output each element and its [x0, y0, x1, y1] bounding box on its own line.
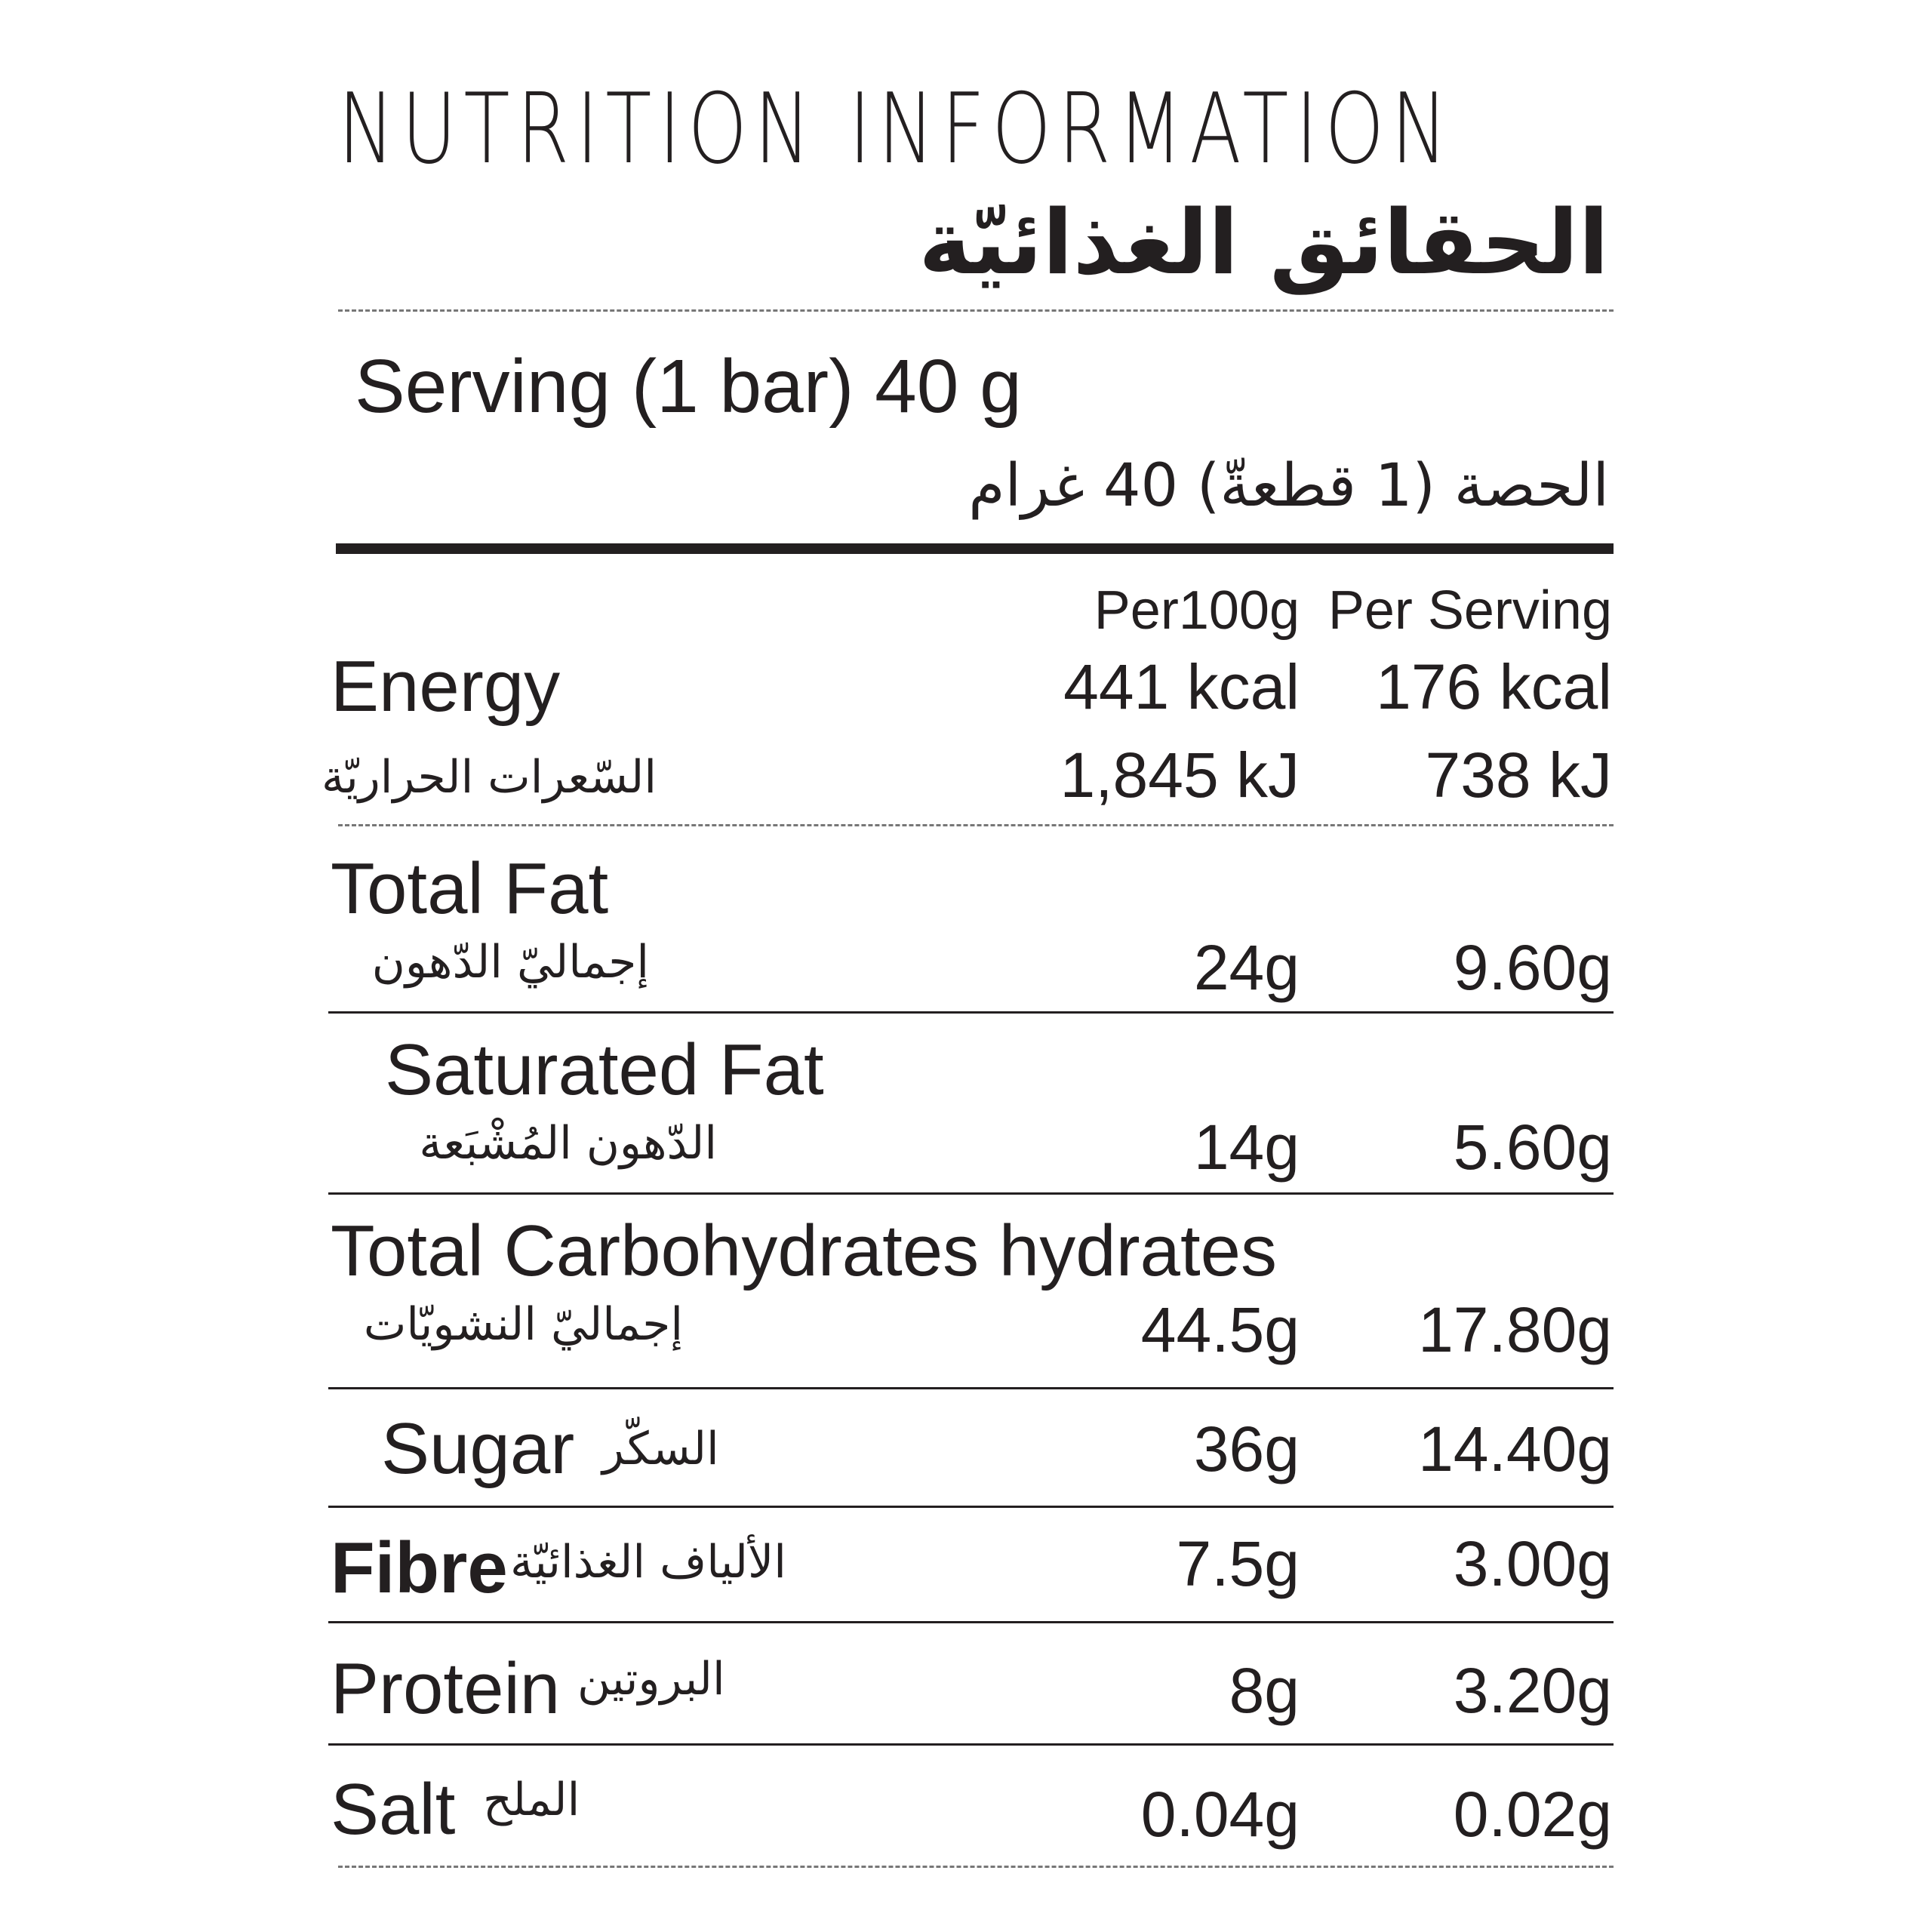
saturated-fat-per100g: 14g — [1193, 1112, 1300, 1183]
title-arabic: الحقائق الغذائيّة — [918, 190, 1609, 294]
total-fat-label-ar: إجماليّ الدّهون — [371, 936, 649, 989]
protein-per100g: 8g — [1229, 1655, 1300, 1726]
saturated-fat-label-ar: الدّهون المُشْبَعة — [419, 1117, 717, 1170]
fibre-label-en: Fibre — [331, 1527, 508, 1608]
divider-thick — [336, 543, 1614, 554]
divider-line — [328, 1192, 1614, 1195]
serving-size-arabic: الحصة (1 قطعةّ) 40 غرام — [968, 452, 1609, 520]
sugar-per-serving: 14.40g — [1418, 1414, 1612, 1484]
divider-line — [328, 1743, 1614, 1746]
protein-label-en: Protein — [331, 1648, 561, 1729]
carbohydrates-label-en: Total Carbohydrates hydrates — [331, 1211, 1277, 1291]
column-header-per-serving: Per Serving — [1327, 580, 1612, 641]
energy-kcal-per-serving: 176 kcal — [1376, 651, 1612, 722]
protein-per-serving: 3.20g — [1453, 1655, 1612, 1726]
carbohydrates-label-ar: إجماليّ النشويّات — [363, 1298, 683, 1351]
energy-label-ar: السّعرات الحراريّة — [321, 751, 657, 804]
total-fat-per-serving: 9.60g — [1453, 932, 1612, 1003]
energy-label-en: Energy — [331, 646, 561, 727]
carbohydrates-per100g: 44.5g — [1140, 1294, 1300, 1365]
total-fat-label-en: Total Fat — [331, 848, 609, 929]
column-header-per100g: Per100g — [1094, 580, 1300, 641]
divider-line — [328, 1011, 1614, 1014]
salt-label-ar: الملح — [483, 1774, 580, 1826]
energy-kcal-per100g: 441 kcal — [1063, 651, 1300, 722]
title-english: NUTRITION INFORMATION — [338, 73, 1455, 186]
divider-line — [328, 1506, 1614, 1508]
salt-label-en: Salt — [331, 1769, 456, 1850]
sugar-per100g: 36g — [1193, 1414, 1300, 1484]
divider-dashed — [338, 1866, 1614, 1868]
divider-line — [328, 1387, 1614, 1389]
salt-per-serving: 0.02g — [1453, 1779, 1612, 1850]
serving-size-english: Serving (1 bar) 40 g — [355, 344, 1022, 429]
saturated-fat-per-serving: 5.60g — [1453, 1112, 1612, 1183]
divider-line — [328, 1621, 1614, 1623]
energy-kj-per-serving: 738 kJ — [1425, 740, 1612, 811]
fibre-per100g: 7.5g — [1176, 1528, 1300, 1599]
fibre-label-ar: الألياف الغذائيّة — [510, 1536, 786, 1589]
sugar-label-ar: السكّر — [602, 1423, 719, 1475]
saturated-fat-label-en: Saturated Fat — [385, 1029, 824, 1110]
divider-dashed — [338, 824, 1614, 826]
protein-label-ar: البروتين — [577, 1653, 725, 1706]
salt-per100g: 0.04g — [1140, 1779, 1300, 1850]
sugar-label-en: Sugar — [381, 1408, 575, 1489]
energy-kj-per100g: 1,845 kJ — [1060, 740, 1300, 811]
fibre-per-serving: 3.00g — [1453, 1528, 1612, 1599]
total-fat-per100g: 24g — [1193, 932, 1300, 1003]
divider-dashed — [338, 309, 1614, 312]
carbohydrates-per-serving: 17.80g — [1418, 1294, 1612, 1365]
